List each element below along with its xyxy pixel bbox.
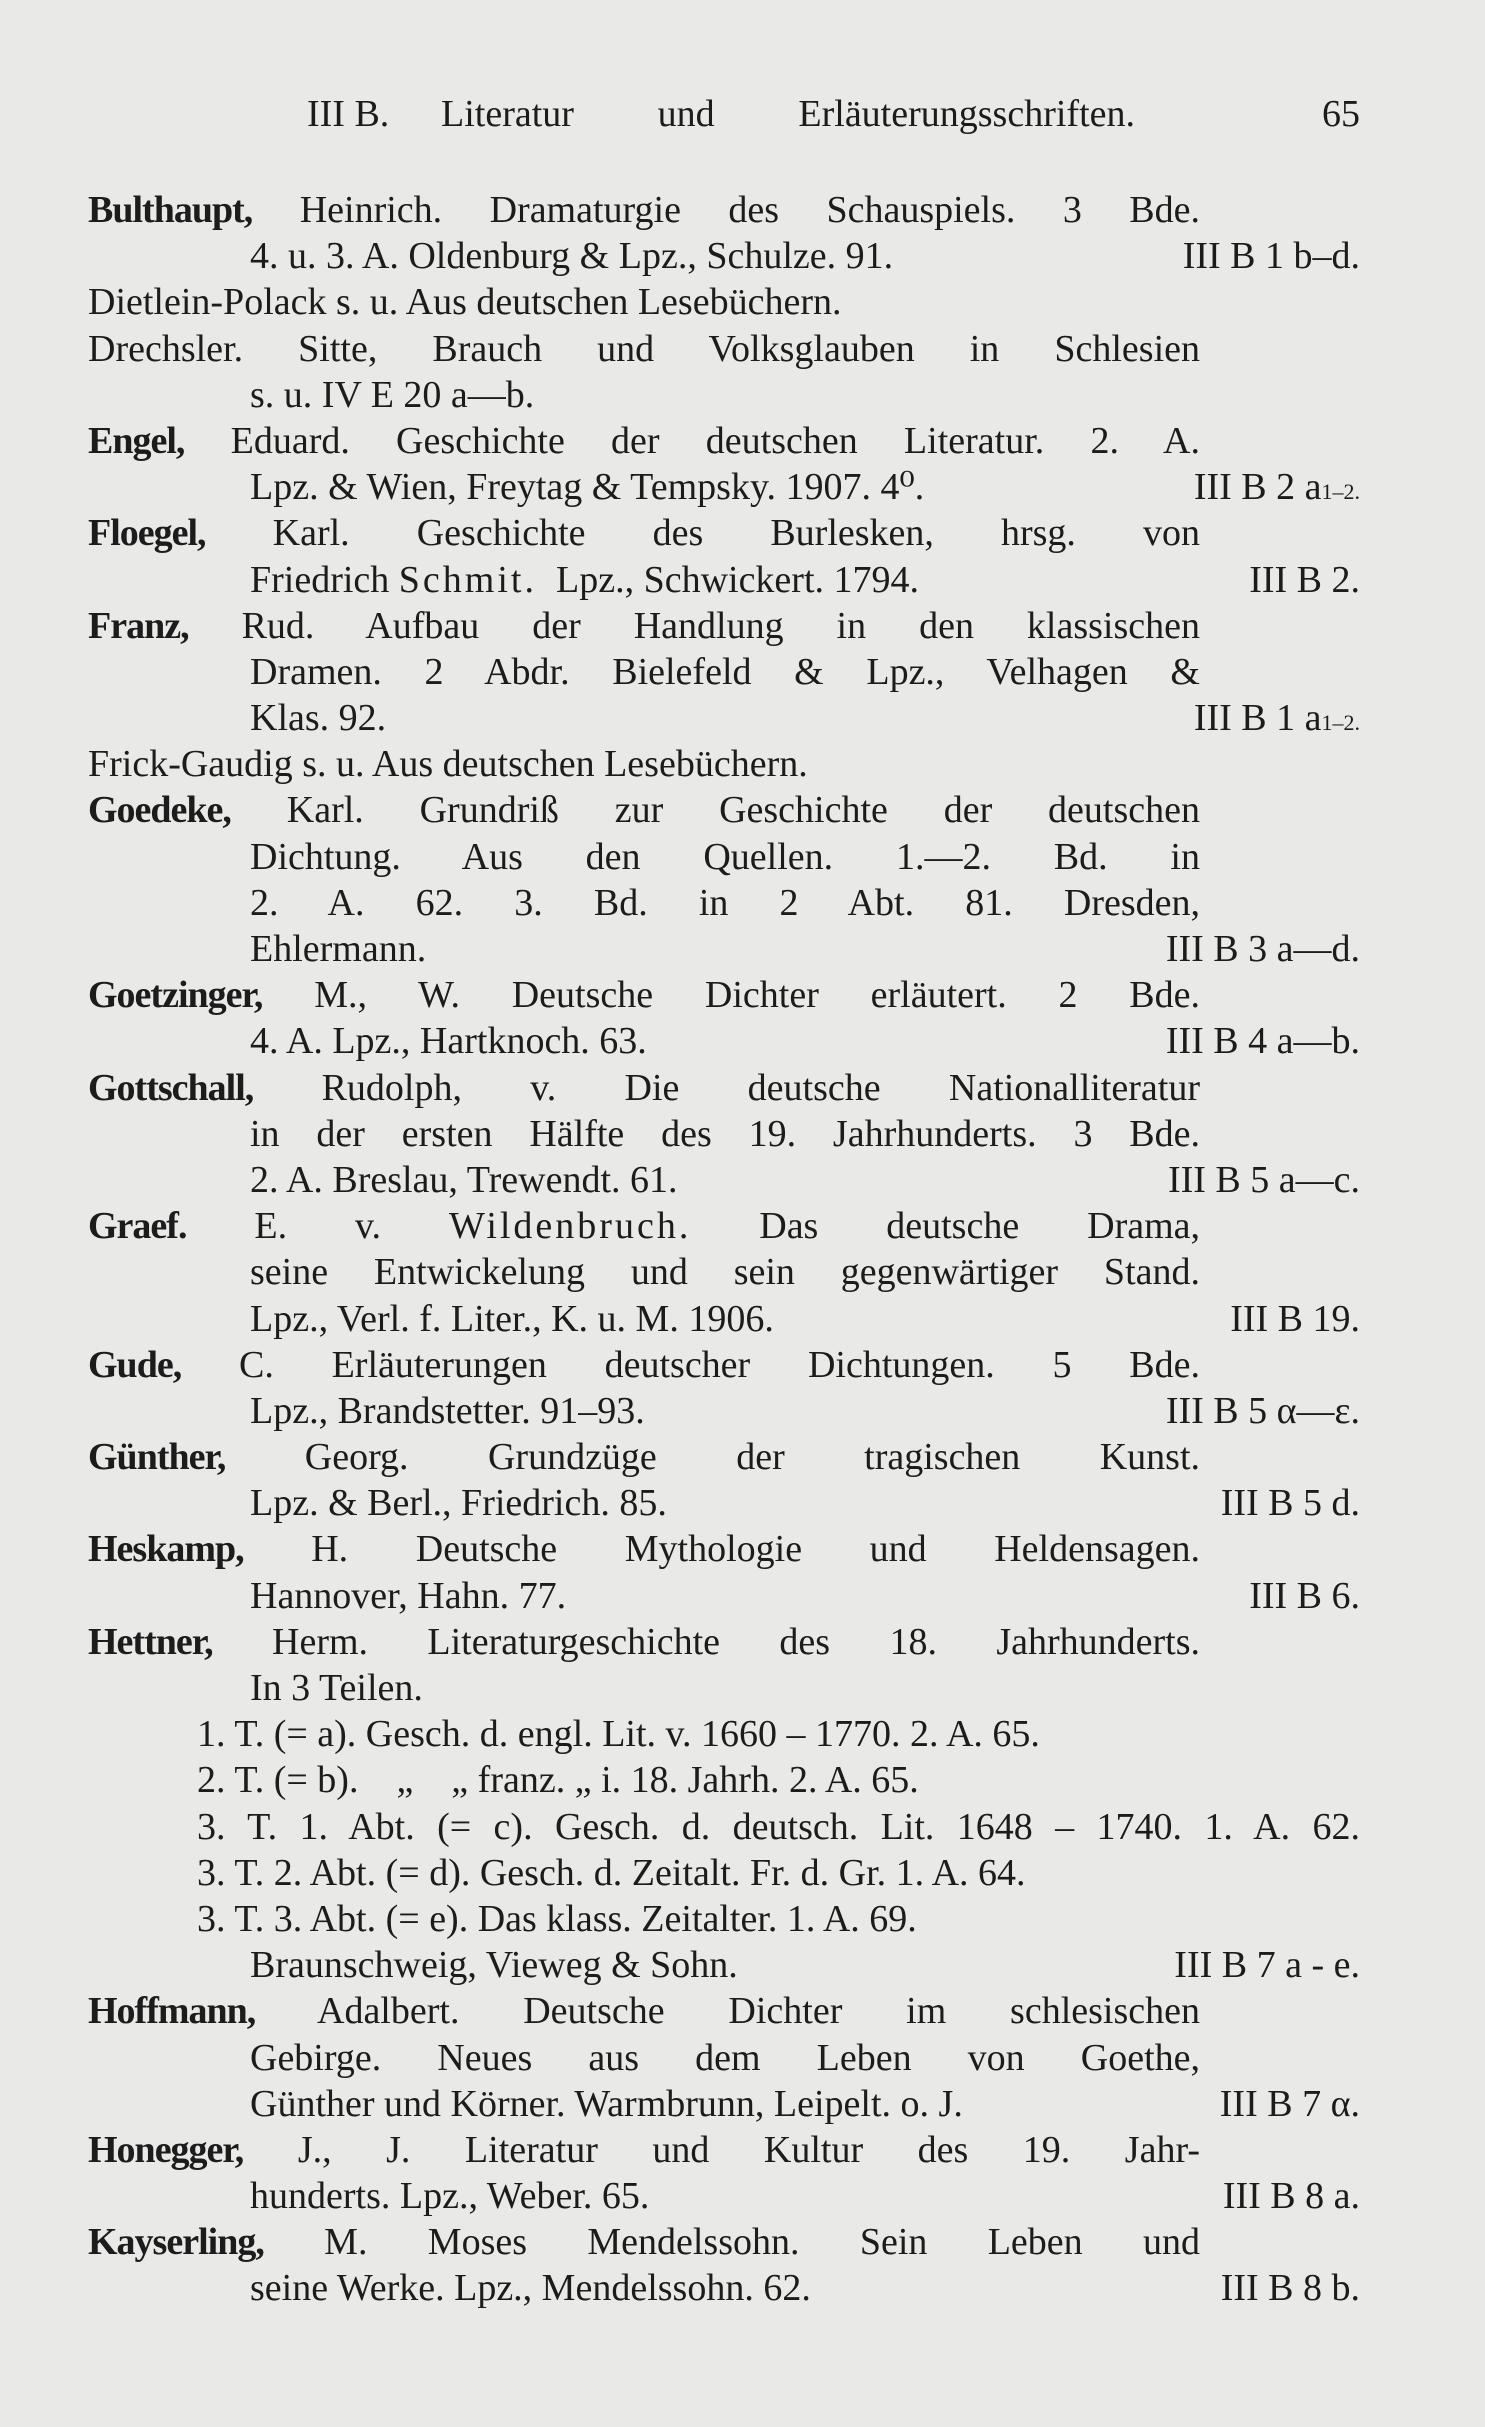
entry-line [250, 880, 1200, 926]
entry-line [250, 233, 1360, 279]
entry-text: Gebirge. Neues aus dem Leben von Goethe, [250, 2036, 1200, 2079]
entry-line [250, 2265, 1360, 2311]
entry-text: 2. T. (= b). „ „ franz. „ i. 18. Jahrh. 2. A. 65. [197, 1759, 919, 1802]
entry-line [88, 1526, 1200, 1572]
entry-text: Heinrich. Dramaturgie des Schauspiels. 3 Bde. [299, 189, 1200, 231]
entry-line [250, 1388, 1360, 1434]
entry-subline [197, 1896, 1360, 1942]
entry-line [88, 1203, 1200, 1249]
entry-line [250, 464, 1360, 510]
entry-text: Karl. Grundriß zur Geschichte der deutschen [286, 789, 1200, 832]
entry-text-spaced: Wildenbruch. [448, 1205, 692, 1248]
entry-author: Goedeke, [88, 789, 231, 832]
entry-line [250, 649, 1200, 695]
entry-text: Rudolph, v. Die deutsche Nationalliteratur [321, 1066, 1200, 1109]
entry-text: M., W. Deutsche Dichter erläutert. 2 Bde. [314, 974, 1200, 1017]
call-number: III B 8 b. [1220, 2267, 1360, 2310]
entry-author: Kayserling, [88, 2221, 264, 2264]
entry-text-spaced: Schmit. [398, 558, 537, 601]
entry-text: Friedrich [250, 558, 390, 601]
entry-text: Adalbert. Deutsche Dichter im schlesischen [317, 1990, 1200, 2033]
call-number-subscript: 1–2. [1321, 479, 1360, 505]
entry-line [250, 1665, 1200, 1711]
entry-author: Günther, [88, 1436, 226, 1479]
entry-line [88, 1619, 1200, 1665]
entry-text: Frick-Gaudig s. u. Aus deutschen Lesebüchern. [88, 743, 808, 786]
entry-author: Hettner, [88, 1620, 213, 1663]
entry-line [88, 972, 1200, 1018]
entry-text: Lpz., Brandstetter. 91–93. [250, 1389, 645, 1432]
entry-line [88, 603, 1200, 649]
call-number [1194, 464, 1360, 515]
entry-line [88, 187, 1200, 233]
call-number: III B 1 b–d. [1182, 235, 1360, 278]
entry-line [250, 834, 1200, 880]
call-number: III B 8 a. [1222, 2175, 1360, 2218]
entry-line [88, 1434, 1200, 1480]
call-number: III B 7 a - e. [1174, 1944, 1360, 1987]
call-number: III B 7 α. [1219, 2082, 1360, 2125]
entry-line [88, 510, 1200, 556]
entry-text: Dietlein-Polack s. u. Aus deutschen Lesebüchern. [88, 281, 842, 324]
entry-line [250, 1111, 1200, 1157]
entry-line [250, 2081, 1360, 2127]
entry-text: 2. A. 62. 3. Bd. in 2 Abt. 81. Dresden, [250, 881, 1200, 924]
entry-line [88, 2219, 1200, 2265]
call-number [1194, 695, 1360, 746]
entry-line [88, 1342, 1200, 1388]
entry-line [250, 557, 1360, 603]
entry-text: Günther und Körner. Warmbrunn, Leipelt. o. J. [250, 2082, 963, 2125]
running-head-title: Literatur und Erläuterungsschriften. [441, 93, 1135, 135]
entry-line [88, 1065, 1200, 1111]
entry-text: 4. A. Lpz., Hartknoch. 63. [250, 1020, 647, 1063]
entry-author: Gottschall, [88, 1066, 254, 1109]
call-number: III B 5 d. [1220, 1482, 1360, 1525]
entry-author: Honegger, [88, 2128, 244, 2171]
running-head-section: III B. [307, 93, 390, 135]
entry-text: Klas. 92. [250, 697, 387, 740]
entry-text: Ehlermann. [250, 928, 427, 970]
call-number: III B 5 a—c. [1167, 1158, 1360, 1201]
entry-line [250, 1018, 1360, 1064]
entry-text: E. v. [254, 1205, 382, 1248]
entry-text: in der ersten Hälfte des 19. Jahrhunderts. 3 Bde. [250, 1112, 1200, 1155]
entry-line [250, 1480, 1360, 1526]
entry-text: Das deutsche Drama, [759, 1205, 1200, 1248]
entry-line [88, 1988, 1200, 2034]
entry-text: Dichtung. Aus den Quellen. 1.—2. Bd. in [250, 835, 1200, 878]
entry-line [250, 1157, 1360, 1203]
entry-author: Franz, [88, 604, 189, 647]
entry-text: seine Entwickelung und sein gegenwärtiger Stand. [250, 1251, 1200, 1294]
entry-line [250, 695, 1360, 741]
entry-text: 3. T. 1. Abt. (= c). Gesch. d. deutsch. Lit. 1648 – 1740. 1. A. 62. [197, 1805, 1360, 1848]
call-number: III B 4 a—b. [1165, 1020, 1360, 1063]
bibliography-list [0, 187, 1485, 2312]
call-number: III B 19. [1230, 1297, 1360, 1340]
entry-text: 4. u. 3. A. Oldenburg & Lpz., Schulze. 91. [250, 235, 894, 278]
entry-text: Lpz., Verl. f. Liter., K. u. M. 1906. [250, 1297, 774, 1340]
entry-text: s. u. IV E 20 a—b. [250, 373, 535, 416]
entry-text: 2. A. Breslau, Trewendt. 61. [250, 1158, 678, 1201]
entry-text: Lpz., Schwickert. 1794. [555, 558, 920, 601]
entry-text: C. Erläuterungen deutscher Dichtungen. 5 Bde. [238, 1343, 1200, 1386]
entry-text: Karl. Geschichte des Burlesken, hrsg. von [272, 512, 1200, 555]
entry-text: Lpz. & Berl., Friedrich. 85. [250, 1482, 667, 1525]
entry-author: Heskamp, [88, 1528, 244, 1571]
entry-text: Rud. Aufbau der Handlung in den klassischen [241, 604, 1200, 647]
entry-author: Goetzinger, [88, 974, 263, 1017]
call-number: III B 2. [1249, 558, 1360, 601]
entry-text: Georg. Grundzüge der tragischen Kunst. [304, 1436, 1200, 1479]
entry-text: hunderts. Lpz., Weber. 65. [250, 2175, 650, 2218]
entry-line [88, 418, 1200, 464]
entry-line [250, 926, 1360, 972]
entry-line [88, 2127, 1200, 2173]
entry-subline [197, 1850, 1360, 1896]
entry-line [250, 1942, 1360, 1988]
entry-author: Floegel, [88, 512, 206, 555]
entry-line [250, 2035, 1200, 2081]
entry-text: In 3 Teilen. [250, 1667, 423, 1709]
entry-text: 3. T. 2. Abt. (= d). Gesch. d. Zeitalt. Fr. d. Gr. 1. A. 64. [197, 1851, 1026, 1894]
entry-text: Hannover, Hahn. 77. [250, 1574, 567, 1617]
entry-author: Bulthaupt, [88, 189, 253, 231]
entry-text: J., J. Literatur und Kultur des 19. Jahr- [297, 2128, 1200, 2171]
entry-line [88, 741, 1200, 787]
entry-author: Engel, [88, 419, 185, 462]
entry-text: Herm. Literaturgeschichte des 18. Jahrhunderts. [272, 1620, 1200, 1663]
call-number-main: III B 1 a [1193, 697, 1322, 740]
entry-text: 3. T. 3. Abt. (= e). Das klass. Zeitalter. 1. A. 69. [197, 1897, 917, 1940]
call-number: III B 5 α—ε. [1165, 1389, 1360, 1432]
entry-line [250, 1296, 1360, 1342]
entry-text: Braunschweig, Vieweg & Sohn. [250, 1944, 738, 1987]
call-number-main: III B 2 a [1193, 466, 1322, 509]
entry-line [88, 326, 1200, 372]
entry-subline [197, 1804, 1360, 1850]
call-number: III B 6. [1249, 1574, 1360, 1617]
entry-line [250, 372, 1200, 418]
entry-subline [197, 1711, 1360, 1757]
entry-line [250, 2173, 1360, 2219]
call-number-subscript: 1–2. [1321, 710, 1360, 736]
entry-line [88, 787, 1200, 833]
entry-text: Eduard. Geschichte der deutschen Literatur. 2. A. [230, 419, 1200, 462]
entry-author: Graef. [88, 1205, 187, 1248]
entry-author: Hoffmann, [88, 1990, 256, 2033]
entry-line [250, 1249, 1200, 1295]
entry-line [250, 1573, 1360, 1619]
entry-text: seine Werke. Lpz., Mendelssohn. 62. [250, 2267, 811, 2310]
entry-text: 1. T. (= a). Gesch. d. engl. Lit. v. 1660 – 1770. 2. A. 65. [197, 1713, 1040, 1756]
entry-author: Gude, [88, 1343, 182, 1386]
call-number: III B 3 a—d. [1165, 928, 1360, 970]
entry-text: Drechsler. Sitte, Brauch und Volksglauben in Schlesien [88, 327, 1200, 370]
entry-subline [197, 1757, 1360, 1803]
page-number: 65 [1322, 93, 1360, 135]
entry-line [88, 279, 1200, 325]
entry-text: H. Deutsche Mythologie und Heldensagen. [311, 1528, 1200, 1571]
entry-text: Dramen. 2 Abdr. Bielefeld & Lpz., Velhagen & [250, 650, 1200, 693]
entry-text: M. Moses Mendelssohn. Sein Leben und [324, 2221, 1200, 2264]
entry-text: Lpz. & Wien, Freytag & Tempsky. 1907. 4⁰. [250, 466, 925, 509]
